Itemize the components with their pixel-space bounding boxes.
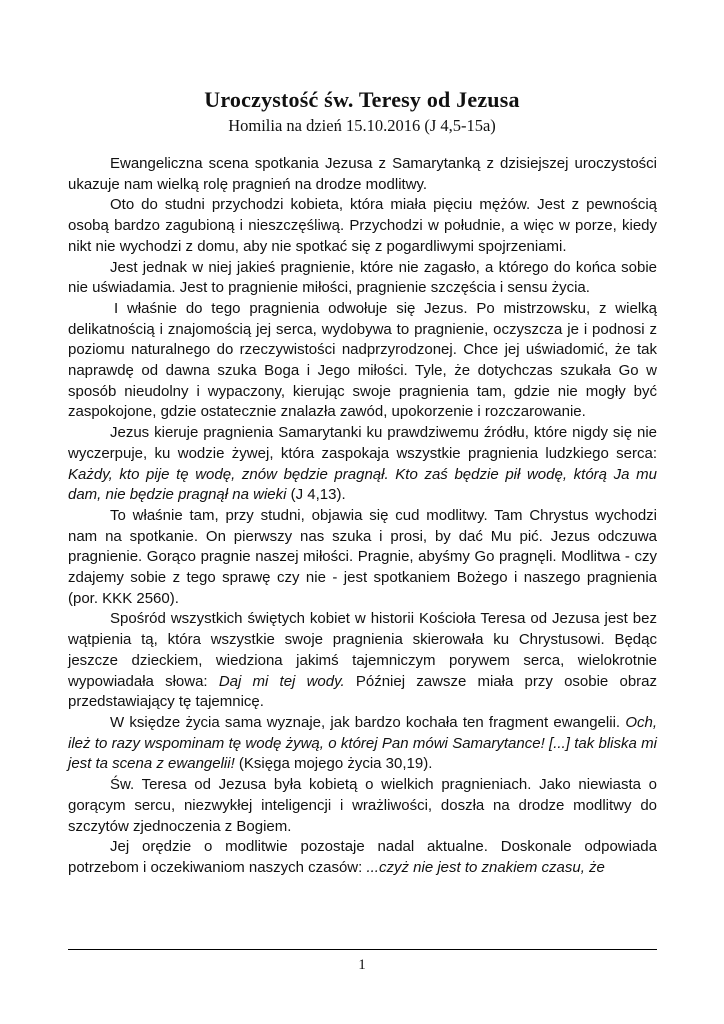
quote-text: Daj mi tej wody. <box>218 672 345 690</box>
paragraph-text: W księdze życia sama wyznaje, jak bardzo kochała ten fragment ewangelii. <box>110 713 626 731</box>
paragraph-text: To właśnie tam, przy studni, objawia się cud modlitwy. Tam Chrystus wychodzi nam na spotkanie. On pierwszy nas szuka i prosi, by dać Mu pić. Jezus odczuwa pragnienie. Gorąco pragnie naszej miłości. Pragnie, abyśmy Go pragnęli. Modlitwa - czy zdajemy sobie z tego sprawę czy nie - jest spotkaniem Bożego i naszego pragnienia (por. KKK 2560). <box>68 506 657 607</box>
paragraph-text: Spośród wszystkich świętych kobiet w historii Kościoła Teresa od Jezusa jest bez wątpienia tą, która wszystkie swoje pragnienia skierowała ku Chrystusowi. Będąc jeszcze dzieckiem, wiedziona jakimś tajemniczym porywem serca, wielokrotnie wypowiadała słowa: <box>68 610 657 690</box>
body-paragraph <box>68 609 657 713</box>
body-paragraph <box>68 506 657 610</box>
paragraph-text: Ewangeliczna scena spotkania Jezusa z Samarytanką z dzisiejszej uroczystości ukazuje nam wielką rolę pragnień na drodze modlitwy. <box>68 155 657 193</box>
body-paragraph <box>68 299 657 423</box>
document-body <box>68 154 657 879</box>
body-paragraph <box>68 154 657 195</box>
quote-text: ...czyż nie jest to znakiem czasu, że <box>366 858 605 876</box>
paragraph-text: Jest jednak w niej jakieś pragnienie, które nie zagasło, a którego do końca sobie nie uświadamia. Jest to pragnienie miłości, pragnienie szczęścia i sensu życia. <box>68 258 657 297</box>
body-paragraph <box>68 775 657 837</box>
footer-divider <box>68 949 657 950</box>
paragraph-text: Jej orędzie o modlitwie pozostaje nadal aktualne. Doskonale odpowiada potrzebom i oczekiwaniom naszych czasów: <box>68 838 657 876</box>
paragraph-text: Oto do studni przychodzi kobieta, która miała pięciu mężów. Jest z pewnością osobą bardzo zagubioną i nieszczęśliwą. Przychodzi w południe, a więc w porze, kiedy nikt nie wychodzi z domu, aby nie spotkać się z pogardliwymi spojrzeniami. <box>68 196 657 255</box>
paragraph-text: (J 4,13). <box>286 486 346 504</box>
paragraph-text: (Księga mojego życia 30,19). <box>234 755 433 773</box>
page-number: 1 <box>358 957 366 973</box>
document-title: Uroczystość św. Teresy od Jezusa <box>204 87 520 112</box>
paragraph-text: Jezus kieruje pragnienia Samarytanki ku prawdziwemu źródłu, które nigdy się nie wyczerpuje, ku wodzie żywej, która zaspokaja wszystkie pragnienia ludzkiego serca: <box>68 424 657 462</box>
body-paragraph <box>68 195 657 257</box>
quote-text: Każdy, kto pije tę wodę, znów będzie pragnął. Kto zaś będzie pił wodę, którą Ja mu dam, nie będzie pragnął na wieki <box>68 465 657 504</box>
body-paragraph <box>68 837 657 878</box>
body-paragraph <box>68 423 657 506</box>
body-paragraph <box>68 258 657 299</box>
body-paragraph <box>68 713 657 775</box>
paragraph-text: I właśnie do tego pragnienia odwołuje się Jezus. Po mistrzowsku, z wielką delikatnością i znajomością jej serca, wydobywa to pragnienie, oczyszcza je i podnosi z poziomu naturalnego do rzeczywistości nadprzyrodzonej. Chce jej uświadomić, że tak naprawdę od dawna szuka Boga i Jego miłości. Tyle, że dotychczas szukała Go w sposób nieudolny i wypaczony, kierując swoje pragnienia tam, gdzie nie mogły być zaspokojone, gdzie ostatecznie znalazła zawód, upokorzenie i rozczarowanie. <box>68 299 657 421</box>
quote-text: Och, ileż to razy wspominam tę wodę żywą, o której Pan mówi Samarytance! [...] tak bliska mi jest ta scena z ewangelii! <box>68 713 657 773</box>
paragraph-text: Św. Teresa od Jezusa była kobietą o wielkich pragnieniach. Jako niewiasta o gorącym sercu, niezwykłej inteligencji i wrażliwości, doszła na drodze modlitwy do szczytów zjednoczenia z Bogiem. <box>68 776 657 835</box>
paragraph-text: Później zawsze miała przy osobie obraz przedstawiający tę tajemnicę. <box>68 672 657 711</box>
document-subtitle: Homilia na dzień 15.10.2016 (J 4,5-15a) <box>228 116 496 135</box>
